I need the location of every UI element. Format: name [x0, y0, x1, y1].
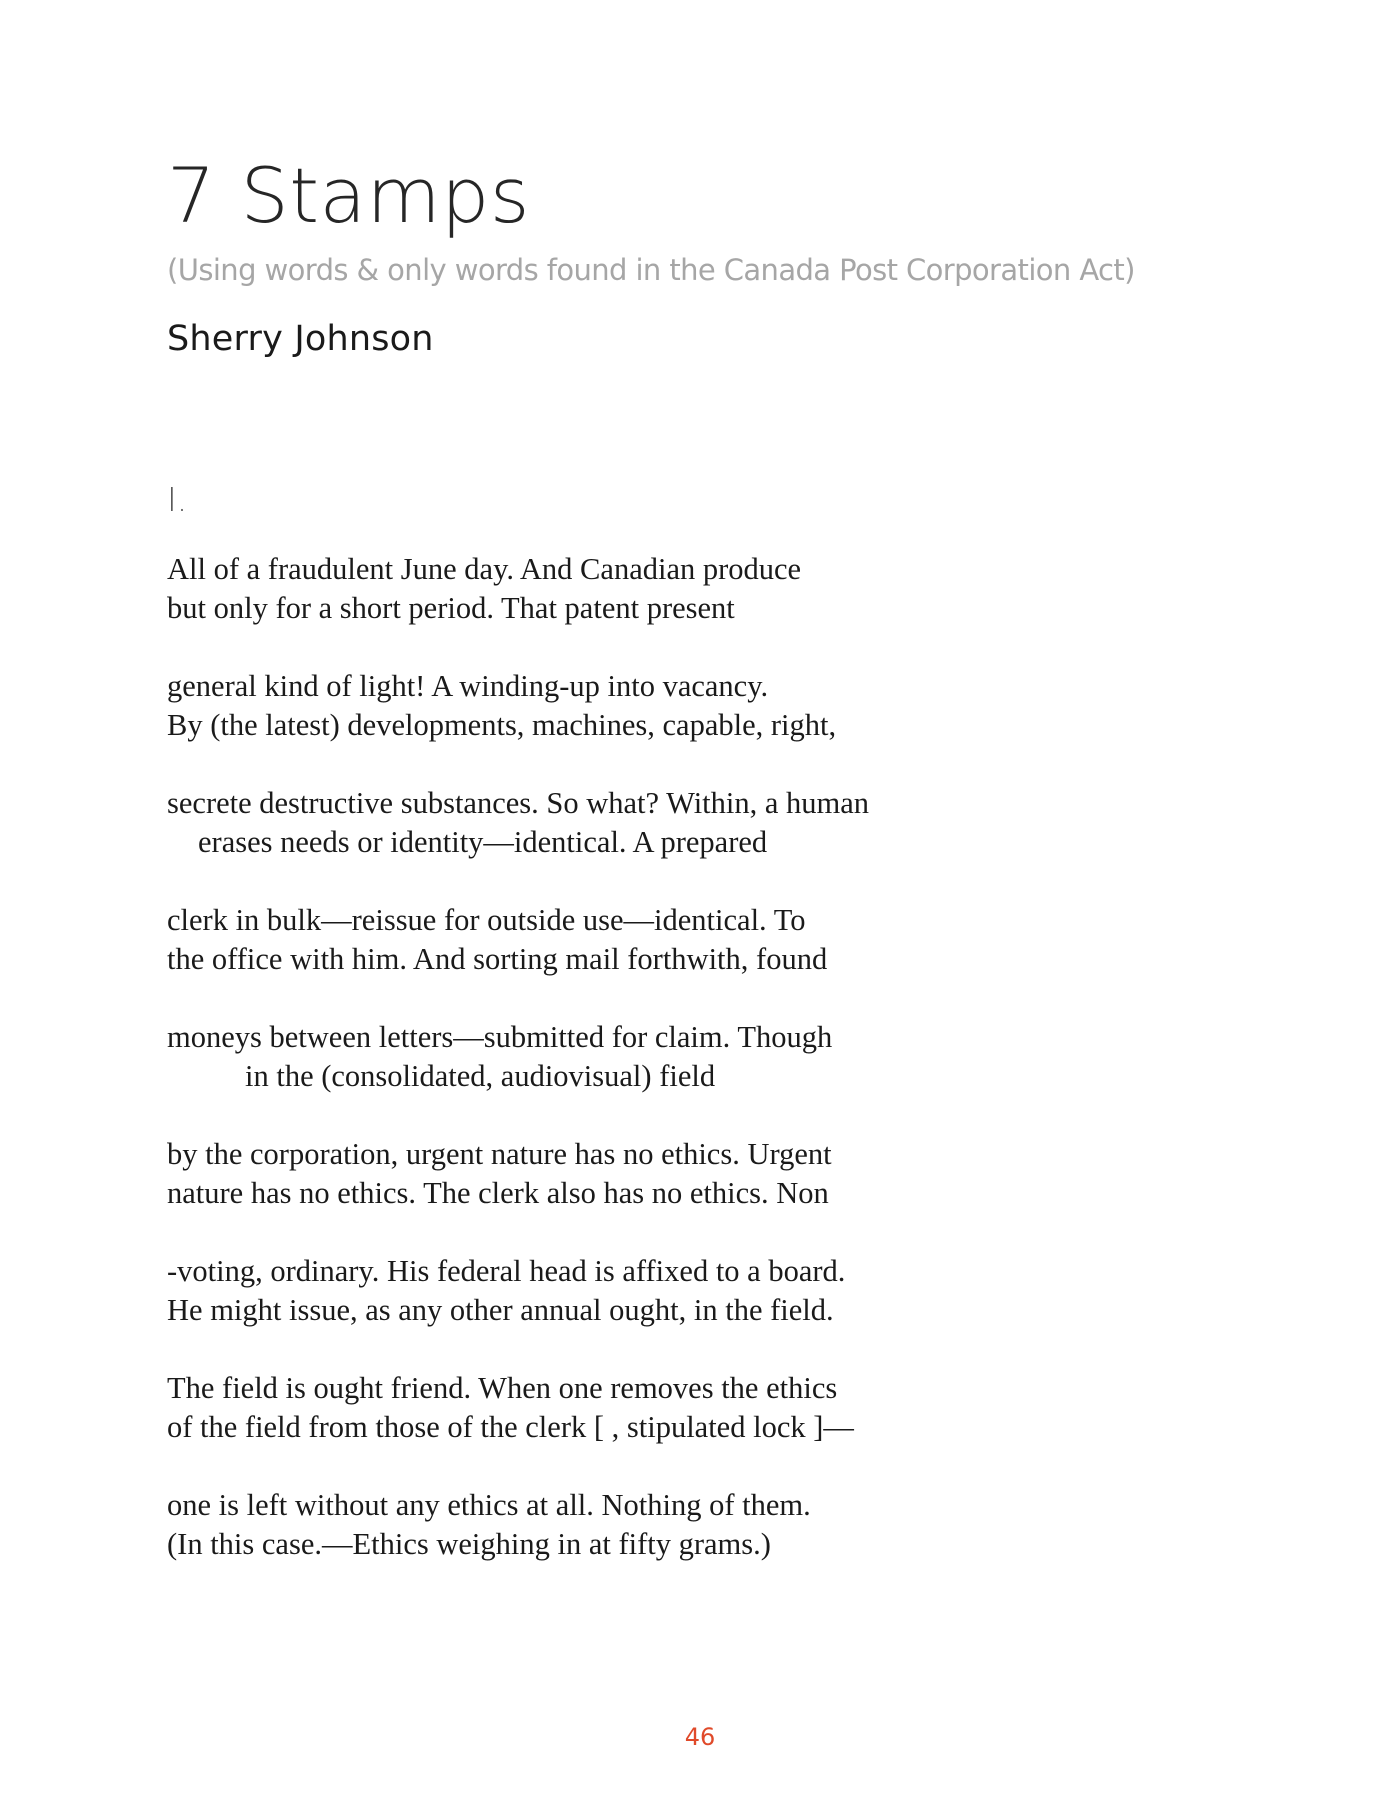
stanza: [167, 1486, 1067, 1564]
stanza: [167, 667, 1067, 745]
poem-line: one is left without any ethics at all. Nothing of them.: [167, 1488, 811, 1522]
poem-line: All of a fraudulent June day. And Canadian produce: [167, 552, 802, 586]
poem-line: clerk in bulk—reissue for outside use—identical. To: [167, 903, 806, 937]
poem-line: By (the latest) developments, machines, capable, right,: [167, 708, 837, 742]
poem-line: general kind of light! A winding-up into vacancy.: [167, 669, 769, 703]
poem-line: of the field from those of the clerk [ , stipulated lock ]—: [167, 1410, 854, 1444]
poem-line: but only for a short period. That patent present: [167, 591, 735, 625]
stanza: [167, 550, 1067, 628]
poem-line: secrete destructive substances. So what? Within, a human: [167, 786, 870, 820]
section-numeral: I.: [167, 480, 188, 519]
stanza: [167, 1369, 1067, 1447]
stanza: [167, 1135, 1067, 1213]
poem-body: [167, 550, 1067, 1603]
stanza: [167, 901, 1067, 979]
poem-line: nature has no ethics. The clerk also has no ethics. Non: [167, 1176, 829, 1210]
poem-line: (In this case.—Ethics weighing in at fifty grams.): [167, 1527, 771, 1561]
page-number: 46: [684, 1723, 716, 1751]
poem-line: moneys between letters—submitted for claim. Though: [167, 1020, 833, 1054]
poem-line: the office with him. And sorting mail forthwith, found: [167, 942, 828, 976]
poem-line-indented: in the (consolidated, audiovisual) field: [245, 1059, 716, 1093]
poem-line: by the corporation, urgent nature has no ethics. Urgent: [167, 1137, 832, 1171]
poem-line-indented: erases needs or identity—identical. A prepared: [198, 825, 768, 859]
stanza: [167, 1018, 1067, 1096]
poem-subtitle: (Using words & only words found in the Canada Post Corporation Act): [167, 253, 1135, 287]
stanza: [167, 1252, 1067, 1330]
author-name: Sherry Johnson: [167, 319, 434, 359]
poem-line: -voting, ordinary. His federal head is affixed to a board.: [167, 1254, 846, 1288]
poem-title: 7 Stamps: [167, 151, 530, 240]
poem-line: The field is ought friend. When one removes the ethics: [167, 1371, 838, 1405]
stanza: [167, 784, 1067, 862]
poem-line: He might issue, as any other annual ought, in the field.: [167, 1293, 834, 1327]
